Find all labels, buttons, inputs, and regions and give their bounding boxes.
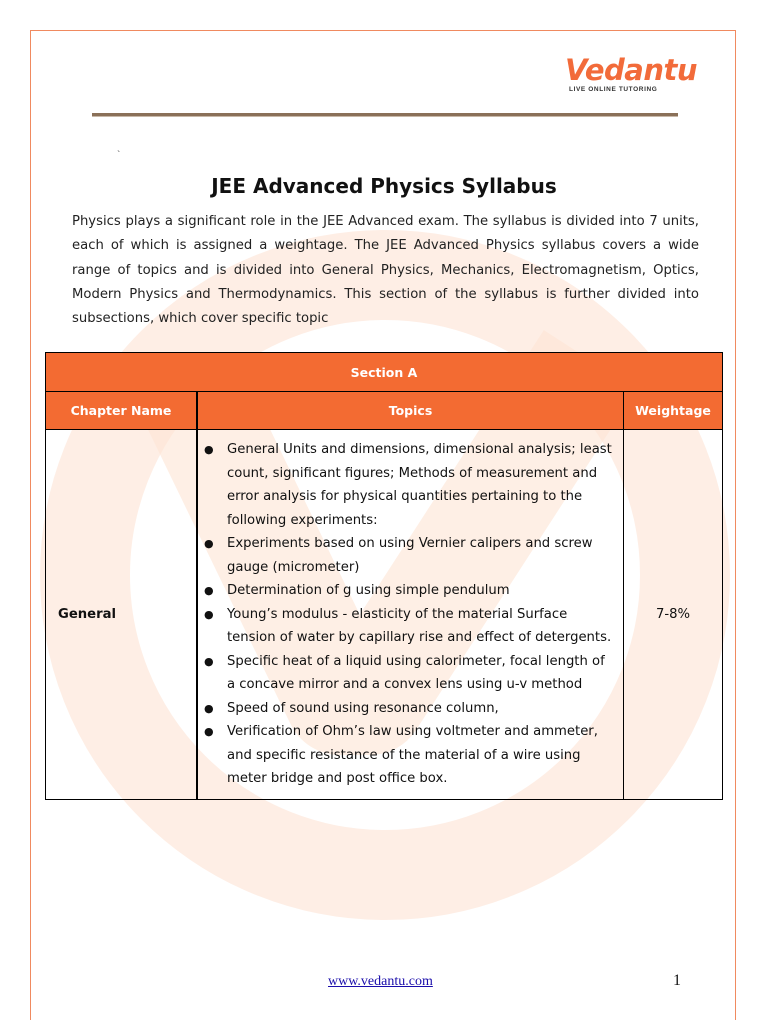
vedantu-logo xyxy=(565,53,697,100)
list-item: ● Young’s modulus - elasticity of the material Surface tension of water by capillary rise and effect of detergents. xyxy=(198,603,615,650)
weightage-cell: 7-8% xyxy=(624,430,723,800)
header-topics: Topics xyxy=(197,392,624,430)
list-item: ● General Units and dimensions, dimensional analysis; least count, significant figures; Methods of measurement and error analysis for physical quantities pertaining to the following experiments: xyxy=(198,438,615,532)
page-title: JEE Advanced Physics Syllabus xyxy=(211,174,557,198)
logo-tagline: LIVE ONLINE TUTORING xyxy=(569,86,658,93)
section-header-row xyxy=(46,353,723,392)
table-row xyxy=(46,430,723,800)
footer-website-link[interactable]: www.vedantu.com xyxy=(328,974,433,989)
topics-cell xyxy=(197,430,624,800)
page-number: 1 xyxy=(673,972,681,989)
chapter-name-cell: General xyxy=(46,430,198,800)
intro-paragraph: Physics plays a significant role in the JEE Advanced exam. The syllabus is divided into 7 units, each of which is assigned a weightage. The JEE Advanced Physics syllabus covers a wide range of topics and is divided into General Physics, Mechanics, Electromagnetism, Optics, Modern Physics and Thermodynamics. This section of the syllabus is further divided into subsections, which cover specific topic xyxy=(72,214,699,327)
column-header-row xyxy=(46,392,723,430)
list-item: ● Speed of sound using resonance column, xyxy=(198,697,615,721)
header-weightage: Weightage xyxy=(624,392,723,430)
section-title: Section A xyxy=(46,353,723,392)
list-item: ● Specific heat of a liquid using calorimeter, focal length of a concave mirror and a convex lens using u-v method xyxy=(198,650,615,697)
logo-wordmark: Vedantu xyxy=(565,53,697,87)
list-item: ● Experiments based on using Vernier calipers and screw gauge (micrometer) xyxy=(198,532,615,579)
header-chapter-name: Chapter Name xyxy=(46,392,198,430)
list-item: ● Verification of Ohm’s law using voltmeter and ammeter, and specific resistance of the material of a wire using meter bridge and post office box. xyxy=(198,720,615,791)
list-item: ● Determination of g using simple pendulum xyxy=(198,579,615,603)
syllabus-table xyxy=(45,352,723,800)
stray-mark: ` xyxy=(117,150,121,161)
topics-list xyxy=(198,438,615,791)
header-divider xyxy=(92,113,678,117)
